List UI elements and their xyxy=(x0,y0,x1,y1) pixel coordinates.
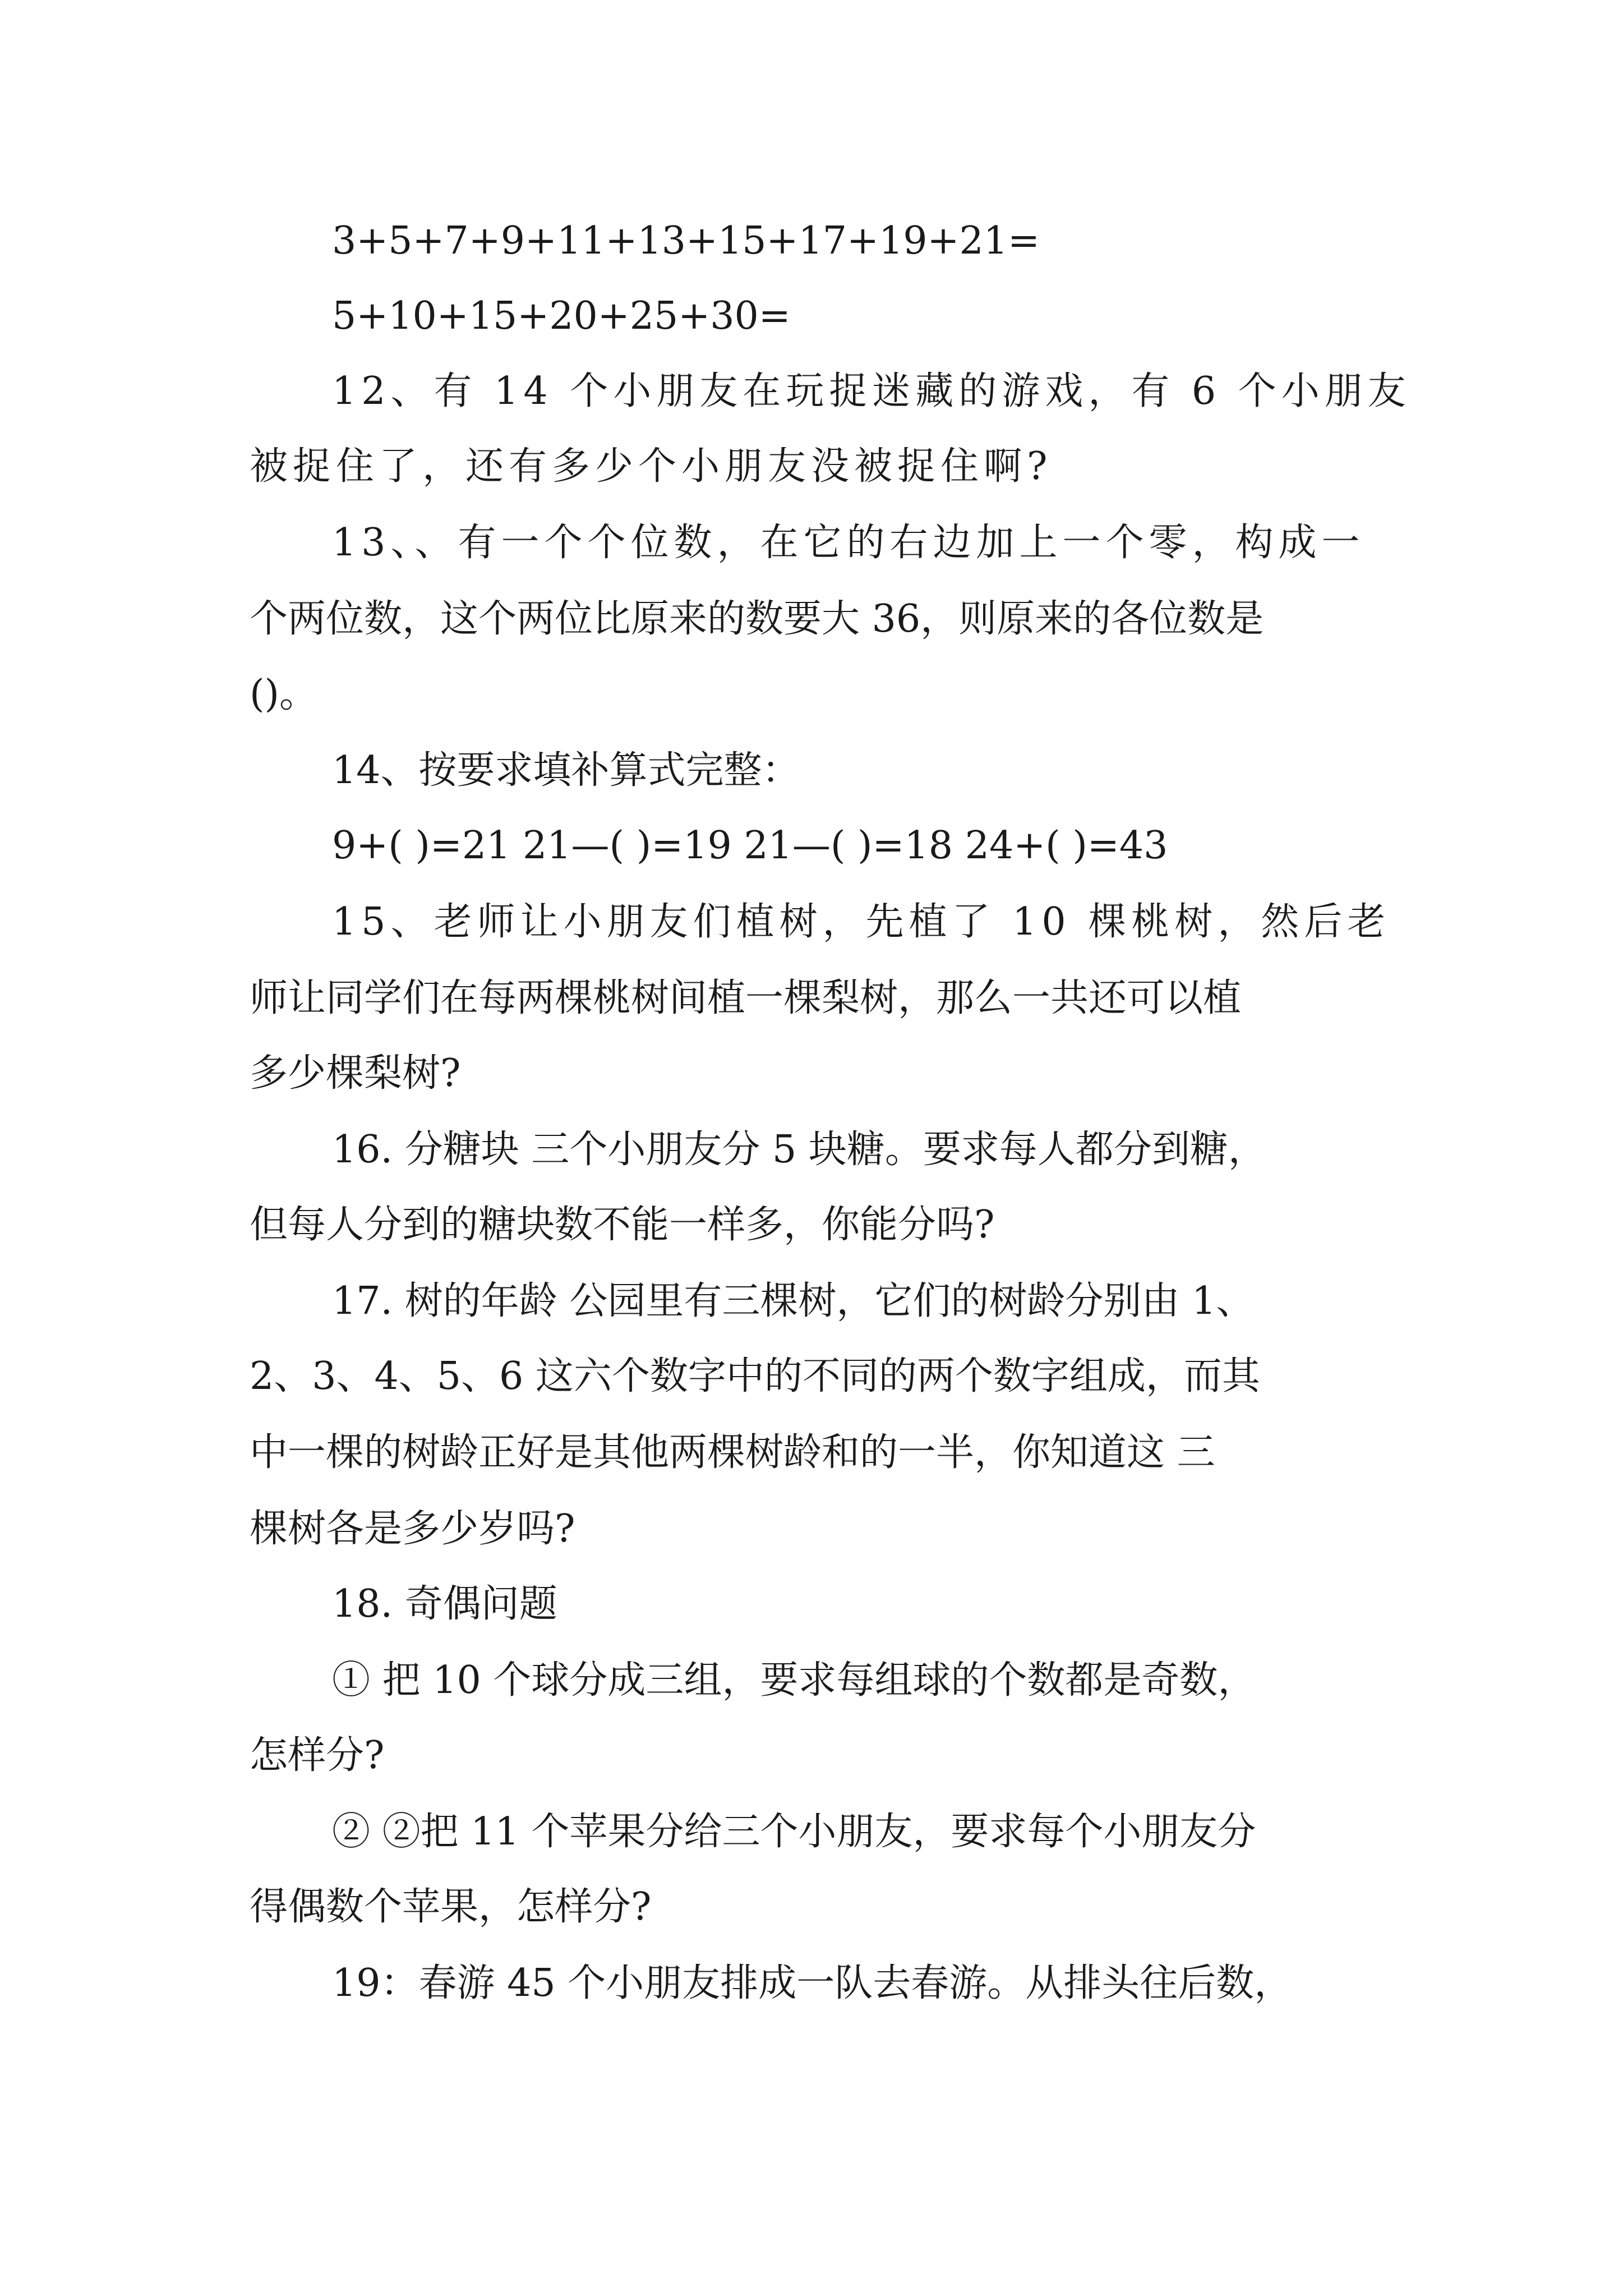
text-line-15: 17. 树的年龄 公园里有三棵树，它们的树龄分别由 1、 xyxy=(332,1279,1255,1323)
text-line-8: 14、按要求填补算式完整： xyxy=(332,748,800,793)
text-line-5: 13、、有一个个位数，在它的右边加上一个零，构成一 xyxy=(332,521,1365,565)
text-line-17: 中一棵的树龄正好是其他两棵树龄和的一半，你知道这 三 xyxy=(250,1430,1215,1475)
text-line-24: 19：春游 45 个小朋友排成一队去春游。从排头往后数， xyxy=(332,1961,1293,2005)
text-line-13: 16. 分糖块 三个小朋友分 5 块糖。要求每人都分到糖， xyxy=(332,1128,1266,1172)
text-line-9: 9+( )=21 21—( )=19 21—( )=18 24+( )=43 xyxy=(332,823,1168,868)
text-line-16: 2、3、4、5、6 这六个数字中的不同的两个数字组成，而其 xyxy=(250,1354,1260,1398)
text-line-7: ()。 xyxy=(250,672,318,716)
text-line-21: 怎样分? xyxy=(250,1733,385,1778)
text-line-10: 15、老师让小朋友们植树，先植了 10 棵桃树，然后老 xyxy=(332,900,1391,944)
text-line-11: 师让同学们在每两棵桃树间植一棵梨树，那么一共还可以植 xyxy=(250,976,1242,1020)
text-line-18: 棵树各是多少岁吗? xyxy=(250,1507,575,1551)
text-line-19: 18. 奇偶问题 xyxy=(332,1582,557,1626)
text-line-6: 个两位数，这个两位比原来的数要大 36，则原来的各位数是 xyxy=(250,597,1264,641)
text-line-20: ① 把 10 个球分成三组，要求每组球的个数都是奇数， xyxy=(332,1658,1256,1703)
text-line-4: 被捉住了，还有多少个小朋友没被捉住啊? xyxy=(250,444,1053,489)
text-line-14: 但每人分到的糖块数不能一样多，你能分吗? xyxy=(250,1203,995,1247)
text-line-2: 5+10+15+20+25+30= xyxy=(332,294,791,338)
text-line-1: 3+5+7+9+11+13+15+17+19+21= xyxy=(332,219,1040,263)
text-line-22: ② ②把 11 个苹果分给三个小朋友，要求每个小朋友分 xyxy=(332,1810,1256,1854)
text-line-23: 得偶数个苹果，怎样分? xyxy=(250,1885,652,1929)
text-line-12: 多少棵梨树? xyxy=(250,1051,461,1096)
text-line-3: 12、有 14 个小朋友在玩捉迷藏的游戏，有 6 个小朋友 xyxy=(332,369,1411,413)
